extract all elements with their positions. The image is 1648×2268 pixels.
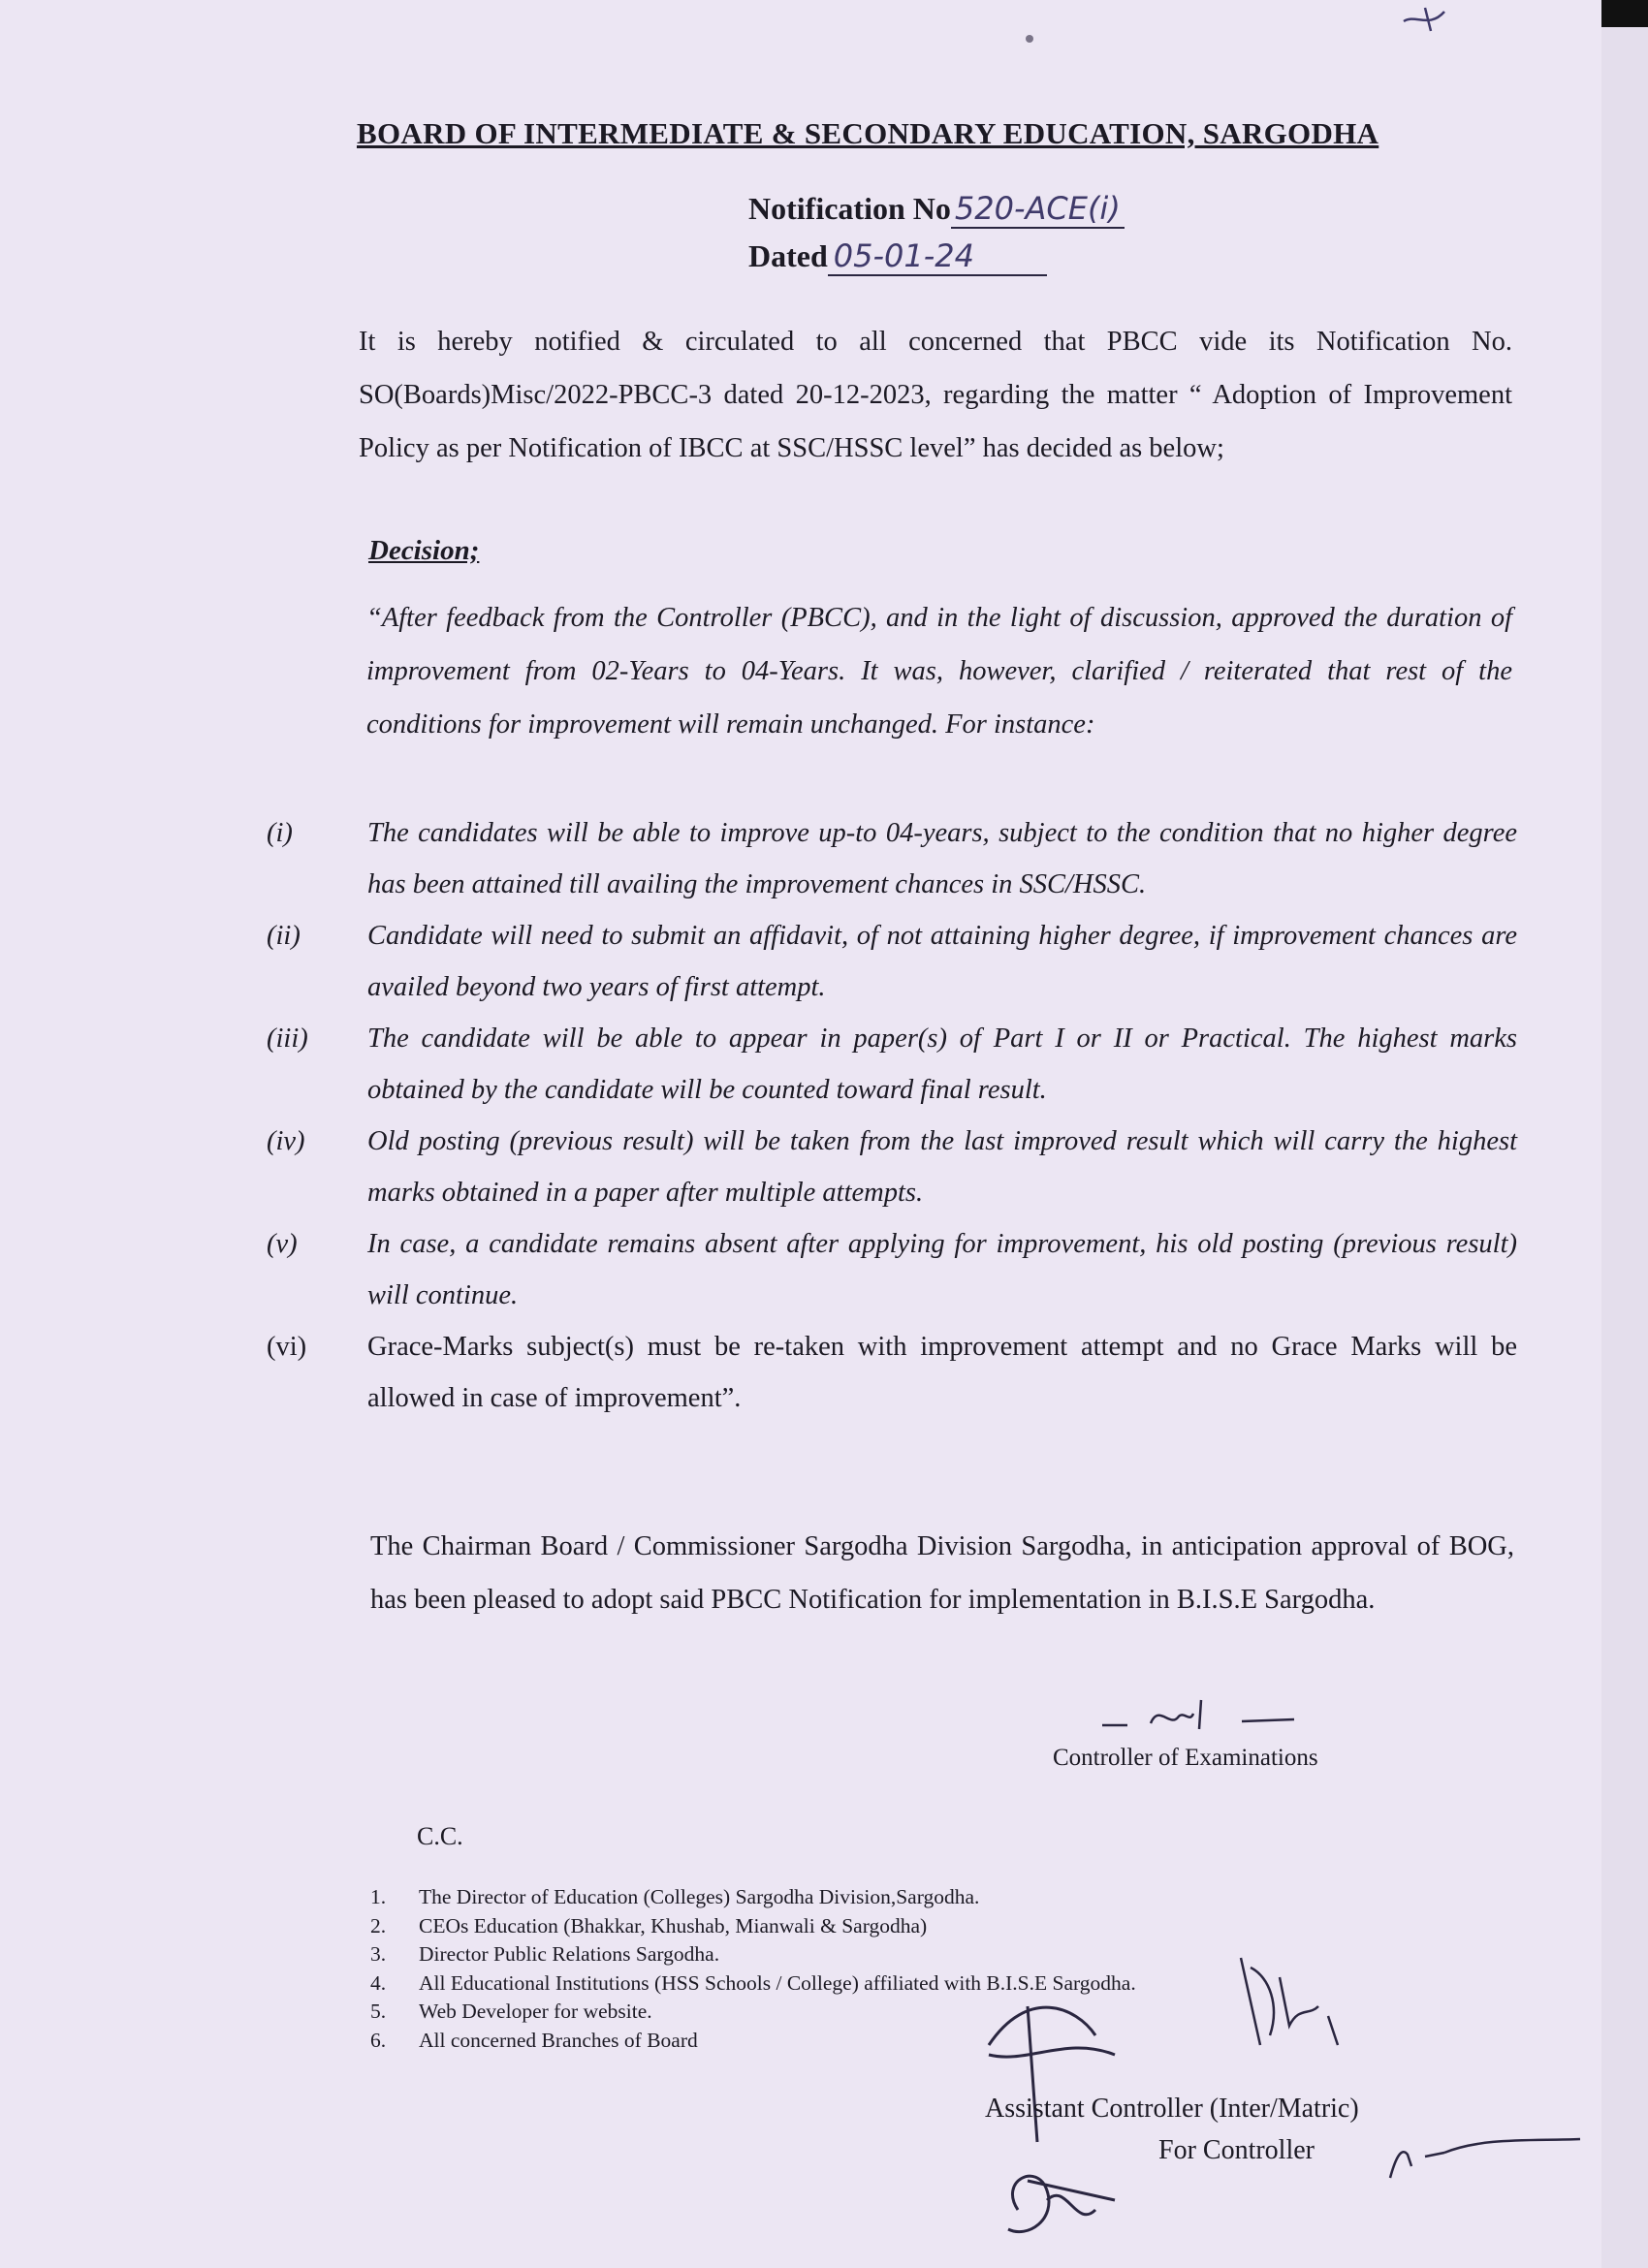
list-item-text: All Educational Institutions (HSS Schools / College) affiliated with B.I.S.E Sargodha. [419,1970,1136,1995]
list-item-number: (iii) [267,1024,308,1054]
list-item-number: (i) [267,818,293,848]
list-item-number: 2. [370,1913,387,1937]
notification-number: 520-ACE(i) [951,190,1125,229]
list-item-number: (v) [267,1229,298,1259]
initials-signature [1212,1948,1367,2055]
corner-initial-mark [1396,0,1464,39]
for-controller-label: For Controller [1158,2135,1315,2165]
dated-line [748,237,1047,276]
list-item-number: 4. [370,1970,387,1995]
list-item [267,1013,1517,1116]
list-item [370,1912,1136,1941]
list-item-text: Director Public Relations Sargodha. [419,1942,720,1966]
cc-label: C.C. [417,1822,463,1850]
list-item-number: 3. [370,1942,387,1966]
list-item-text: The candidates will be able to improve up-to 04-years, subject to the condition that no higher degree has been attained till availing the improvement chances in SSC/HSSC. [367,818,1517,899]
list-item-text: Grace-Marks subject(s) must be re-taken with improvement attempt and no Grace Marks will be allowed in case of improvement”. [367,1332,1517,1413]
list-item-text: The Director of Education (Colleges) Sargodha Division,Sargodha. [419,1885,980,1908]
scan-speck [1026,35,1033,43]
sd-signature-mark [1100,1694,1314,1743]
list-item-text: Old posting (previous result) will be taken from the last improved result which will carry the highest marks obtained in a paper after multiple attempts. [367,1126,1517,1208]
decision-text: “After feedback from the Controller (PBCC), and in the light of discussion, approved the duration of improvement from 02-Years to 04-Years. It was, however, clarified / reiterated that rest of the conditions for improvement will remain unchanged. For instance: [366,603,1512,740]
controller-of-examinations: Controller of Examinations [1053,1745,1318,1771]
list-item-text: All concerned Branches of Board [419,2028,698,2052]
list-item-number: (iv) [267,1126,305,1156]
scan-corner [1601,0,1648,27]
list-item-number: (vi) [267,1332,307,1362]
dated-label: Dated [748,238,828,273]
list-item-text: In case, a candidate remains absent after applying for improvement, his old posting (previous result) will continue. [367,1229,1517,1310]
conditions-list [267,807,1517,1424]
list-item-number: 5. [370,2000,387,2023]
list-item [267,1321,1517,1424]
list-item-number: 1. [370,1885,387,1908]
list-item-number: 6. [370,2028,387,2052]
list-item [267,807,1517,910]
list-item [267,1116,1517,1218]
notification-number-line [748,190,1125,229]
decision-label: Decision; [368,535,480,566]
page-edge [1601,0,1648,2268]
list-item [267,910,1517,1013]
list-item [267,1218,1517,1321]
list-item-text: Web Developer for website. [419,2000,652,2023]
intro-paragraph: It is hereby notified & circulated to all concerned that PBCC vide its Notification No. SO(Boards)Misc/2022-PBCC-3 dated 20-12-2023, regarding the matter “ Adoption of Improvement Policy as per Notification of IBCC at SSC/HSSC level” has decided as below; [359,327,1512,463]
dated-value: 05-01-24 [828,237,1047,276]
list-item-number: (ii) [267,921,301,951]
notification-label: Notification No [748,191,951,226]
list-item-text: Candidate will need to submit an affidavit, of not attaining higher degree, if improvement chances are availed beyond two years of first attempt. [367,921,1517,1002]
assistant-controller-title: Assistant Controller (Inter/Matric) [985,2094,1359,2124]
list-item-text: The candidate will be able to appear in paper(s) of Part I or II or Practical. The highest marks obtained by the candidate will be counted toward final result. [367,1024,1517,1105]
list-item-text: CEOs Education (Bhakkar, Khushab, Mianwali & Sargodha) [419,1913,928,1937]
for-controller-signature [1386,2127,1600,2186]
closing-paragraph: The Chairman Board / Commissioner Sargodha Division Sargodha, in anticipation approval of BOG, has been pleased to adopt said PBCC Notification for implementation in B.I.S.E Sargodha. [370,1531,1514,1615]
list-item [370,1883,1136,1912]
board-heading: BOARD OF INTERMEDIATE & SECONDARY EDUCATION, SARGODHA [357,116,1379,150]
